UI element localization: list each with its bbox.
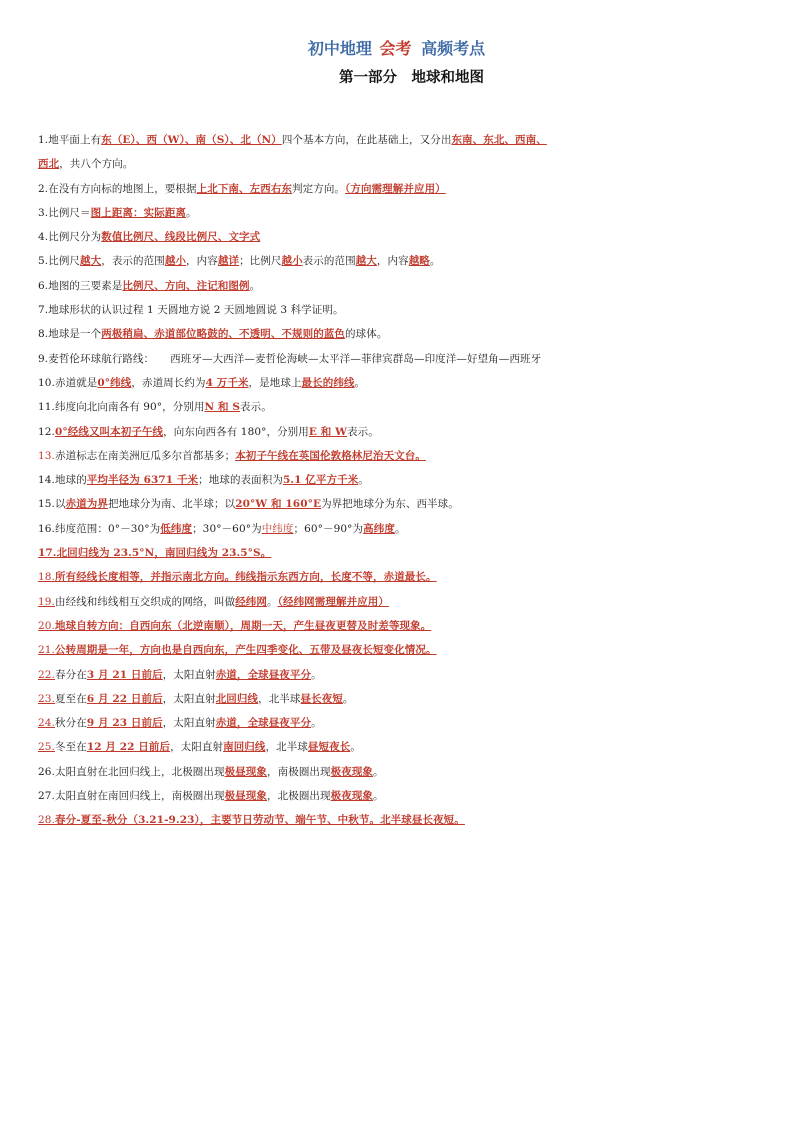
title-subject: 初中地理 (307, 39, 372, 58)
item-text: 。 (350, 741, 361, 754)
item-text: ，北半球 (258, 692, 301, 705)
item-text: 。 (267, 595, 278, 608)
item-text: 表示。 (347, 425, 379, 438)
item-text: ，赤道周长约为 (131, 376, 206, 389)
highlighted-text: 数值比例尺、线段比例尺、文字式 (101, 231, 261, 244)
item-text: 12. (38, 425, 55, 438)
list-item (38, 808, 598, 832)
highlighted-text: 所有经线长度相等，并指示南北方向。纬线指示东西方向，长度不等，赤道最长。 (55, 571, 437, 584)
highlighted-text: 20°W 和 160°E (235, 498, 322, 511)
item-text: 1.地平面上有 (38, 134, 102, 146)
list-item (38, 371, 598, 395)
highlighted-text: 0°经线又叫本初子午线 (55, 425, 164, 438)
item-text: ，北极圈出现 (267, 790, 331, 803)
highlighted-text: 赤道，全球昼夜平分 (215, 717, 312, 730)
item-text: ，内容 (376, 255, 409, 268)
item-text: 8.地球是一个 (38, 328, 102, 341)
item-text: 。 (342, 692, 354, 705)
item-text: 。 (311, 668, 322, 681)
highlighted-text: 越小 (281, 255, 303, 268)
list-item (38, 541, 598, 565)
highlighted-text: 13. (38, 449, 55, 462)
highlighted-text: 5.1 亿平方千米 (282, 474, 359, 487)
highlighted-text: 南回归线 (223, 741, 266, 754)
highlighted-text: 上北下南、左西右东 (196, 182, 293, 195)
key-points-list (38, 128, 598, 833)
item-text: 夏至在 (55, 692, 87, 705)
item-text: 7.地球形状的认识过程 1 天圆地方说 2 天圆地圆说 3 科学证明。 (38, 304, 344, 317)
title-keypoints: 高频考点 (421, 39, 486, 58)
list-item (38, 735, 598, 759)
highlighted-text: E 和 W (308, 425, 347, 438)
item-text: 26.太阳直射在北回归线上，北极圈出现 (38, 765, 225, 778)
highlighted-text: 西北 (38, 158, 60, 171)
item-text: ；60°－90°为 (293, 522, 364, 535)
item-text: 11.纬度向北向南各有 90°，分别用 (38, 401, 205, 414)
list-item (38, 274, 598, 298)
item-text: ，共八个方向。 (59, 158, 134, 171)
highlighted-text: 9 月 23 日前后 (86, 717, 163, 730)
list-item (38, 760, 598, 784)
section-heading: 第一部分 地球和地图 (339, 70, 484, 86)
list-item (38, 420, 598, 444)
highlighted-text: 地球自转方向：自西向东（北逆南顺），周期一天，产生昼夜更替及时差等现象。 (55, 619, 432, 632)
highlighted-text: 昼短夜长 (307, 741, 351, 754)
highlighted-text: 中纬度 (261, 522, 294, 535)
list-item (38, 225, 598, 249)
highlighted-text: 极昼现象 (224, 765, 268, 778)
highlighted-text: 最长的纬线 (301, 376, 355, 389)
item-text: 。 (394, 522, 406, 535)
item-text: ，太阳直射 (162, 692, 216, 705)
highlighted-text: 北回归线 (215, 692, 259, 705)
item-text: 春分在 (55, 668, 87, 681)
highlighted-text: 赤道为界 (65, 498, 109, 511)
highlighted-text: 21. (38, 644, 55, 657)
item-text: 4.比例尺分为 (38, 231, 102, 244)
item-text: ，北半球 (265, 741, 308, 754)
item-text: 表示。 (240, 401, 272, 414)
list-item (38, 663, 598, 687)
highlighted-text: 越小 (164, 255, 187, 268)
highlighted-text: 低纬度 (160, 522, 193, 535)
highlighted-text: 两极稍扁、赤道部位略鼓的、不透明、不规则的蓝色 (101, 328, 346, 341)
item-text: 。 (373, 790, 384, 803)
highlighted-text: 东（E）、西（W）、南（S）、北（N） (101, 134, 282, 146)
list-item (38, 249, 598, 273)
highlighted-text: 图上距离：实际距离 (90, 206, 187, 219)
item-text: 由经线和纬线相互交织成的网络，叫做 (55, 595, 236, 608)
highlighted-text: 25. (38, 741, 55, 754)
highlighted-text: 18. (38, 571, 55, 584)
highlighted-text: 4 万千米 (205, 376, 249, 389)
list-item (38, 784, 598, 808)
highlighted-text: 越略 (408, 255, 430, 268)
item-text: 27.太阳直射在南回归线上，南极圈出现 (38, 790, 225, 803)
item-text: 。 (311, 717, 322, 730)
highlighted-text: 比例尺、方向、注记和图例 (122, 279, 250, 292)
item-text: ，太阳直射 (162, 668, 216, 681)
highlighted-text: 28. (38, 814, 55, 827)
list-item (38, 322, 598, 346)
highlighted-text: 24. (38, 717, 55, 730)
highlighted-text: 经纬网 (235, 595, 268, 608)
list-item (38, 687, 598, 711)
title-exam: 会考 (379, 39, 412, 58)
highlighted-text: 22. (38, 668, 55, 681)
item-text: 四个基本方向，在此基础上，又分出 (281, 134, 452, 146)
highlighted-text: 高纬度 (363, 522, 395, 535)
item-text: 14.地球的 (38, 474, 87, 487)
highlighted-text: 0°纬线 (97, 376, 132, 389)
item-text: ，太阳直射 (170, 741, 224, 754)
item-text: 2.在没有方向标的地图上，要根据 (38, 182, 197, 195)
highlighted-text: 3 月 21 日前后 (86, 668, 163, 681)
highlighted-text: 23. (38, 692, 55, 705)
item-text: ，内容 (186, 255, 218, 268)
highlighted-text: 20. (38, 619, 55, 632)
highlighted-text: 越详 (217, 255, 240, 268)
highlighted-text: N 和 S (204, 401, 241, 414)
list-item (38, 565, 598, 589)
item-text: 10.赤道就是 (38, 376, 98, 389)
item-text: 。 (373, 765, 384, 778)
item-text: 把地球分为南、北半球；以 (108, 498, 236, 511)
item-text: ，向东向西各有 180°，分别用 (163, 425, 309, 438)
highlighted-text: （经纬网需理解并应用） (277, 595, 389, 608)
highlighted-text: 越大 (355, 255, 377, 268)
list-item (38, 128, 598, 152)
highlighted-text: 12 月 22 日前后 (86, 741, 171, 754)
item-text: 冬至在 (55, 741, 87, 754)
item-text: 为界把地球分为东、西半球。 (321, 498, 459, 511)
item-text: 15.以 (38, 498, 66, 511)
item-text: 。 (429, 255, 441, 268)
list-item (38, 152, 598, 176)
highlighted-text: 公转周期是一年，方向也是自西向东，产生四季变化、五带及昼夜长短变化情况。 (55, 644, 437, 657)
list-item (38, 444, 598, 468)
list-item (38, 711, 598, 735)
list-item (38, 638, 598, 662)
item-text: ，表示的范围 (101, 255, 165, 268)
list-item (38, 468, 598, 492)
list-item (38, 298, 598, 322)
item-text: 赤道标志在南美洲厄瓜多尔首都基多； (55, 449, 236, 462)
list-item (38, 517, 598, 541)
highlighted-text: 东南、东北、西南、 (451, 134, 547, 146)
highlighted-text: 平均半径为 6371 千米 (86, 474, 199, 487)
item-text: 16.纬度范围：0°－30°为 (38, 522, 161, 535)
document-title (0, 36, 793, 59)
item-text: 5.比例尺 (38, 255, 81, 268)
item-text: ，南极圈出现 (267, 765, 331, 778)
list-item (38, 492, 598, 516)
item-text: 。 (354, 376, 366, 389)
item-text: 6.地图的三要素是 (38, 279, 123, 292)
highlighted-text: 19. (38, 595, 55, 608)
item-text: ；30°－60°为 (192, 522, 262, 535)
highlighted-text: 极夜现象 (330, 790, 374, 803)
highlighted-text: 越大 (80, 255, 102, 268)
list-item (38, 614, 598, 638)
list-item (38, 347, 598, 371)
highlighted-text: 极夜现象 (330, 765, 374, 778)
item-text: 表示的范围 (302, 255, 356, 268)
highlighted-text: （方向需理解并应用） (345, 182, 446, 195)
list-item (38, 201, 598, 225)
item-text: 。 (358, 474, 369, 487)
item-text: 9.麦哲伦环球航行路线： 西班牙—大西洋—麦哲伦海峡—太平洋—菲律宾群岛—印度洋—好望角—西班牙 (38, 352, 542, 365)
list-item (38, 395, 598, 419)
list-item (38, 590, 598, 614)
highlighted-text: 赤道，全球昼夜平分 (215, 668, 312, 681)
item-text: 。 (249, 279, 261, 292)
item-text: 。 (186, 206, 197, 219)
highlighted-text: 17.北回归线为 23.5°N，南回归线为 23.5°S。 (38, 547, 272, 560)
item-text: ；地球的表面积为 (198, 474, 283, 487)
item-text: 秋分在 (55, 717, 87, 730)
highlighted-text: 极昼现象 (224, 790, 268, 803)
item-text: 判定方向。 (292, 182, 346, 195)
highlighted-text: 本初子午线在英国伦敦格林尼治天文台。 (235, 449, 427, 462)
item-text: ，太阳直射 (162, 717, 216, 730)
item-text: 的球体。 (345, 328, 388, 341)
highlighted-text: 6 月 22 日前后 (86, 692, 163, 705)
highlighted-text: 昼长夜短 (300, 692, 343, 705)
list-item (38, 177, 598, 201)
item-text: ；比例尺 (239, 255, 282, 268)
item-text: ，是地球上 (248, 376, 302, 389)
item-text: 3.比例尺＝ (38, 206, 91, 219)
highlighted-text: 春分-夏至-秋分（3.21-9.23），主要节日劳动节、端午节、中秋节。北半球昼长夜短。 (55, 814, 465, 827)
